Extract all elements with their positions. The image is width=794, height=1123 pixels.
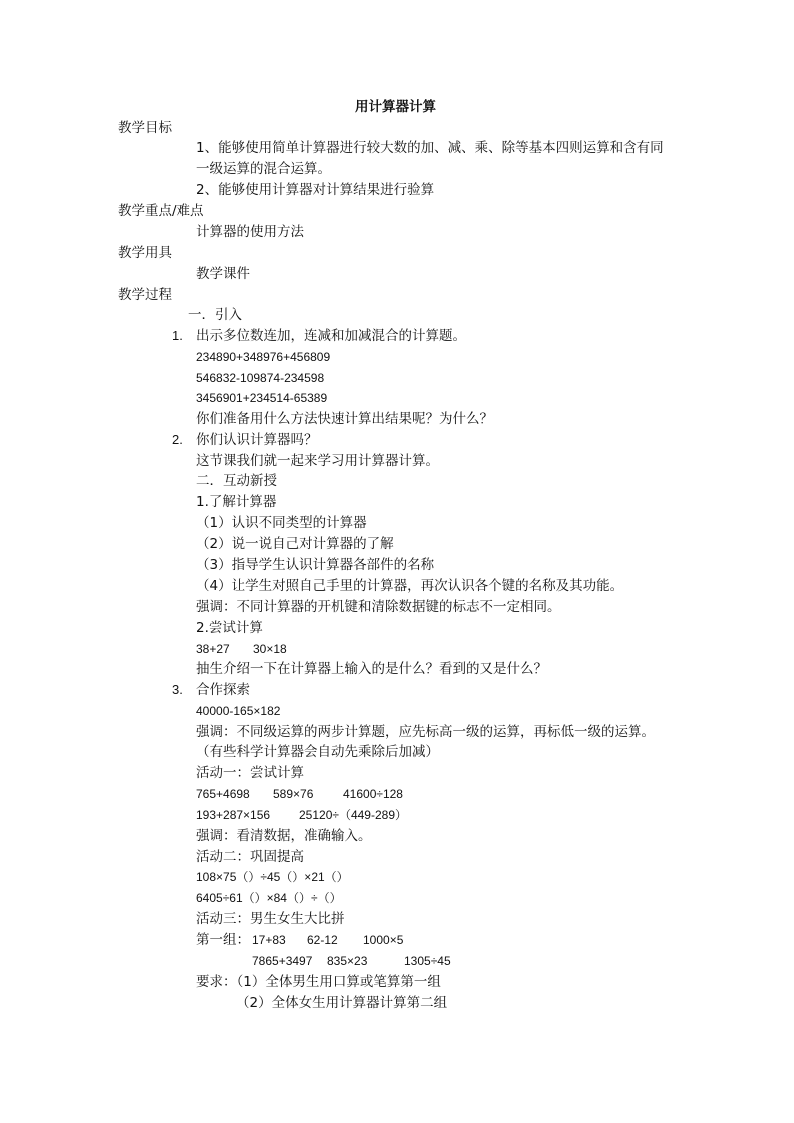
sub-1-a: （1）认识不同类型的计算器 [196,515,367,531]
emphasis-1: 强调：不同计算器的开机键和清除数据键的标志不一定相同。 [196,599,561,615]
goals-heading: 教学目标 [118,120,172,136]
emphasis-3: 强调：看清数据，准确输入。 [196,828,372,844]
activity-1-expr-d: 193+287×156 [196,808,271,822]
intro-line: 这节课我们就一起来学习用计算器计算。 [196,453,439,469]
group-1-expr-e: 835×23 [327,954,368,968]
sub-1-c: （3）指导学生认识计算器各部件的名称 [196,557,435,573]
key-heading: 教学重点/难点 [118,203,204,219]
sub-1-b: （2）说一说自己对计算器的了解 [196,536,394,552]
group-1-expr-d: 7865+3497 [252,954,313,968]
group-1-expr-f: 1305÷45 [404,954,451,968]
expression-1: 234890+348976+456809 [196,350,331,364]
part-2-heading: 二．互动新授 [196,473,277,489]
expression-3: 3456901+234514-65389 [196,391,328,405]
goal-2: 2、能够使用计算器对计算结果进行验算 [196,182,435,198]
activity-1-expr-e: 25120÷（449-289） [299,808,407,822]
question-1: 你们准备用什么方法快速计算出结果呢？为什么？ [196,411,493,427]
activity-1-heading: 活动一：尝试计算 [196,765,304,781]
item-3-marker: 3. [172,682,183,697]
group-1-expr-b: 62-12 [307,933,338,947]
item-2-text: 你们认识计算器吗？ [196,432,318,448]
tools-text: 教学课件 [196,266,250,282]
item-1-marker: 1. [172,328,183,343]
goal-1-line-1: 1、能够使用简单计算器进行较大数的加、减、乘、除等基本四则运算和含有同 [196,140,664,156]
emphasis-2: 强调：不同级运算的两步计算题，应先标高一级的运算，再标低一级的运算。 [196,724,655,740]
sub-2-heading: 2.尝试计算 [196,620,263,636]
activity-3-heading: 活动三：男生女生大比拼 [196,911,345,927]
sub-1-heading: 1.了解计算器 [196,494,277,510]
activity-2-row-1: 108×75（）÷45（）×21（） [196,870,349,884]
requirement-2: （2）全体女生用计算器计算第二组 [236,995,448,1011]
part-1-heading: 一．引入 [188,307,242,323]
activity-1-expr-b: 589×76 [273,787,314,801]
item-2-marker: 2. [172,432,183,447]
activity-1-expr-c: 41600÷128 [343,787,403,801]
try-expression-a: 38+27 [196,642,230,656]
item-3-text: 合作探索 [196,682,250,698]
requirement-1: 要求：（1）全体男生用口算或笔算第一组 [196,974,441,990]
group-1-expr-a: 17+83 [252,933,286,947]
tools-heading: 教学用具 [118,245,172,261]
activity-2-row-2: 6405÷61（）×84（）÷（） [196,891,342,905]
try-question: 抽生介绍一下在计算器上输入的是什么？看到的又是什么？ [196,661,547,677]
activity-1-expr-a: 765+4698 [196,787,250,801]
group-1-label: 第一组： [196,932,250,948]
key-text: 计算器的使用方法 [196,224,304,240]
activity-2-heading: 活动二：巩固提高 [196,849,304,865]
expression-2: 546832-109874-234598 [196,371,325,385]
goal-1-line-2: 一级运算的混合运算。 [196,161,331,177]
page-title: 用计算器计算 [355,99,436,115]
try-expression-b: 30×18 [253,642,287,656]
sub-1-d: （4）让学生对照自己手里的计算器，再次认识各个键的名称及其功能。 [196,578,624,594]
group-1-expr-c: 1000×5 [363,933,404,947]
emphasis-2-note: （有些科学计算器会自动先乘除后加减） [196,744,439,760]
cooperation-expression: 40000-165×182 [196,704,281,718]
item-1-text: 出示多位数连加，连减和加减混合的计算题。 [196,328,466,344]
process-heading: 教学过程 [118,287,172,303]
